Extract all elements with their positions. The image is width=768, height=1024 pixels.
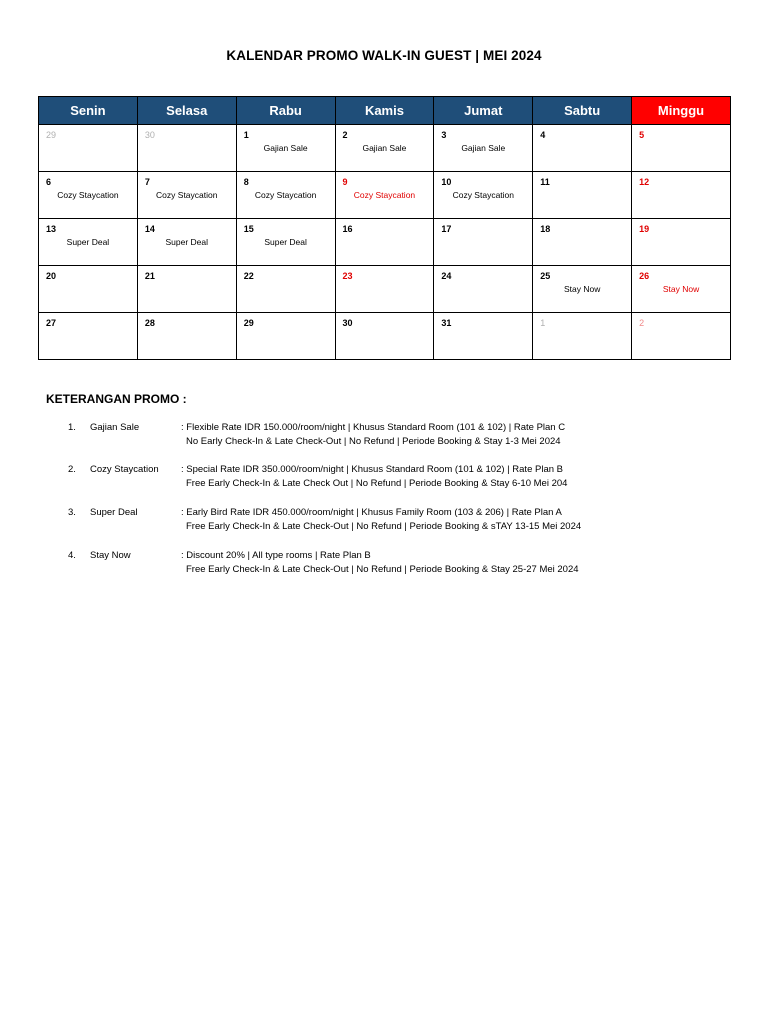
calendar-day-cell — [236, 172, 335, 219]
calendar-day-cell — [39, 266, 138, 313]
calendar-day-cell — [335, 172, 434, 219]
day-number: 6 — [46, 177, 52, 187]
day-number: 22 — [243, 271, 254, 281]
day-number: 30 — [144, 130, 155, 140]
weekday-header-row — [39, 97, 731, 125]
day-number: 2 — [342, 130, 348, 140]
calendar-week-row — [39, 172, 731, 219]
promo-label: Stay Now — [662, 284, 700, 294]
weekday-header: Rabu — [236, 97, 335, 125]
promo-label: Stay Now — [563, 284, 601, 294]
legend-name: Super Deal — [90, 507, 138, 518]
promo-label: Super Deal — [66, 237, 110, 247]
day-number: 15 — [243, 224, 254, 234]
day-number: 10 — [441, 177, 452, 187]
promo-calendar — [38, 96, 731, 360]
legend-index: 3. — [68, 507, 76, 518]
calendar-day-cell — [236, 266, 335, 313]
day-number: 12 — [639, 177, 650, 187]
calendar-day-cell — [434, 266, 533, 313]
legend-title: KETERANGAN PROMO : — [46, 392, 187, 406]
day-number: 16 — [342, 224, 353, 234]
day-number: 29 — [243, 318, 254, 328]
calendar-day-cell — [335, 125, 434, 172]
day-number: 20 — [46, 271, 57, 281]
calendar-day-cell — [533, 266, 632, 313]
weekday-header: Kamis — [335, 97, 434, 125]
calendar-day-cell — [335, 266, 434, 313]
day-number: 26 — [639, 271, 650, 281]
legend-name: Cozy Staycation — [90, 464, 159, 475]
day-number: 29 — [46, 130, 57, 140]
legend-index: 4. — [68, 550, 76, 561]
day-number: 18 — [540, 224, 551, 234]
calendar-day-cell — [236, 313, 335, 360]
day-number: 24 — [441, 271, 452, 281]
promo-label: Gajian Sale — [263, 143, 308, 153]
weekday-header-sunday: Minggu — [632, 97, 731, 125]
weekday-header: Selasa — [137, 97, 236, 125]
calendar-day-cell — [533, 172, 632, 219]
weekday-header: Sabtu — [533, 97, 632, 125]
calendar-day-cell — [533, 219, 632, 266]
day-number: 8 — [243, 177, 249, 187]
promo-label: Super Deal — [165, 237, 209, 247]
day-number: 13 — [46, 224, 57, 234]
promo-label: Cozy Staycation — [57, 190, 119, 200]
calendar-day-cell — [434, 125, 533, 172]
calendar-day-cell — [137, 172, 236, 219]
legend-line-2: Free Early Check-In & Late Check-Out | No Refund | Periode Booking & Stay 25-27 Mei 2024 — [186, 564, 579, 575]
day-number: 9 — [342, 177, 348, 187]
promo-label: Gajian Sale — [461, 143, 506, 153]
legend-name: Stay Now — [90, 550, 131, 561]
day-number: 4 — [540, 130, 546, 140]
weekday-header: Jumat — [434, 97, 533, 125]
day-number: 7 — [144, 177, 150, 187]
day-number: 5 — [639, 130, 645, 140]
promo-label: Cozy Staycation — [452, 190, 514, 200]
legend-line-1: : Early Bird Rate IDR 450.000/room/night | Khusus Family Room (103 & 206) | Rate Plan A — [181, 507, 562, 518]
legend-line-1: : Special Rate IDR 350.000/room/night | Khusus Standard Room (101 & 102) | Rate Plan B — [181, 464, 563, 475]
legend-line-2: Free Early Check-In & Late Check-Out | No Refund | Periode Booking & sTAY 13-15 Mei 2024 — [186, 521, 582, 532]
day-number: 23 — [342, 271, 353, 281]
day-number: 31 — [441, 318, 452, 328]
calendar-day-cell — [335, 219, 434, 266]
day-number: 30 — [342, 318, 353, 328]
calendar-week-row — [39, 219, 731, 266]
calendar-day-cell — [39, 313, 138, 360]
day-number: 17 — [441, 224, 452, 234]
promo-label: Super Deal — [264, 237, 307, 247]
calendar-day-cell — [632, 313, 731, 360]
legend-name: Gajian Sale — [90, 422, 140, 433]
weekday-header: Senin — [39, 97, 138, 125]
promo-label: Cozy Staycation — [156, 190, 218, 200]
calendar-week-row — [39, 125, 731, 172]
calendar-day-cell — [137, 125, 236, 172]
day-number: 2 — [639, 318, 645, 328]
day-number: 11 — [540, 177, 550, 187]
calendar-week-row — [39, 266, 731, 313]
legend-line-1: : Flexible Rate IDR 150.000/room/night | Khusus Standard Room (101 & 102) | Rate Plan C — [181, 422, 566, 433]
day-number: 14 — [144, 224, 155, 234]
legend-line-2: Free Early Check-In & Late Check Out | No Refund | Periode Booking & Stay 6-10 Mei 204 — [186, 478, 568, 489]
promo-label: Gajian Sale — [362, 143, 407, 153]
calendar-day-cell — [236, 219, 335, 266]
legend-index: 1. — [68, 422, 76, 433]
calendar-day-cell — [632, 219, 731, 266]
legend-index: 2. — [68, 464, 76, 475]
calendar-day-cell — [137, 219, 236, 266]
legend-line-2: No Early Check-In & Late Check-Out | No Refund | Periode Booking & Stay 1-3 Mei 2024 — [186, 436, 561, 447]
day-number: 25 — [540, 271, 551, 281]
day-number: 19 — [639, 224, 650, 234]
promo-label: Cozy Staycation — [254, 190, 317, 200]
day-number: 27 — [46, 318, 57, 328]
page-title: KALENDAR PROMO WALK-IN GUEST | MEI 2024 — [226, 48, 542, 63]
calendar-week-row — [39, 313, 731, 360]
calendar-day-cell — [236, 125, 335, 172]
calendar-day-cell — [434, 313, 533, 360]
calendar-day-cell — [434, 172, 533, 219]
calendar-day-cell — [39, 172, 138, 219]
calendar-day-cell — [434, 219, 533, 266]
calendar-day-cell — [533, 125, 632, 172]
day-number: 1 — [243, 130, 249, 140]
calendar-day-cell — [533, 313, 632, 360]
legend-line-1: : Discount 20% | All type rooms | Rate Plan B — [181, 550, 371, 561]
day-number: 21 — [144, 271, 155, 281]
calendar-day-cell — [137, 313, 236, 360]
calendar-day-cell — [335, 313, 434, 360]
calendar-day-cell — [632, 172, 731, 219]
calendar-day-cell — [39, 219, 138, 266]
calendar-day-cell — [39, 125, 138, 172]
calendar-body — [39, 125, 731, 360]
day-number: 3 — [441, 130, 447, 140]
day-number: 28 — [144, 318, 155, 328]
calendar-day-cell — [632, 125, 731, 172]
calendar-day-cell — [632, 266, 731, 313]
promo-label: Cozy Staycation — [353, 190, 416, 200]
calendar-day-cell — [137, 266, 236, 313]
day-number: 1 — [540, 318, 546, 328]
